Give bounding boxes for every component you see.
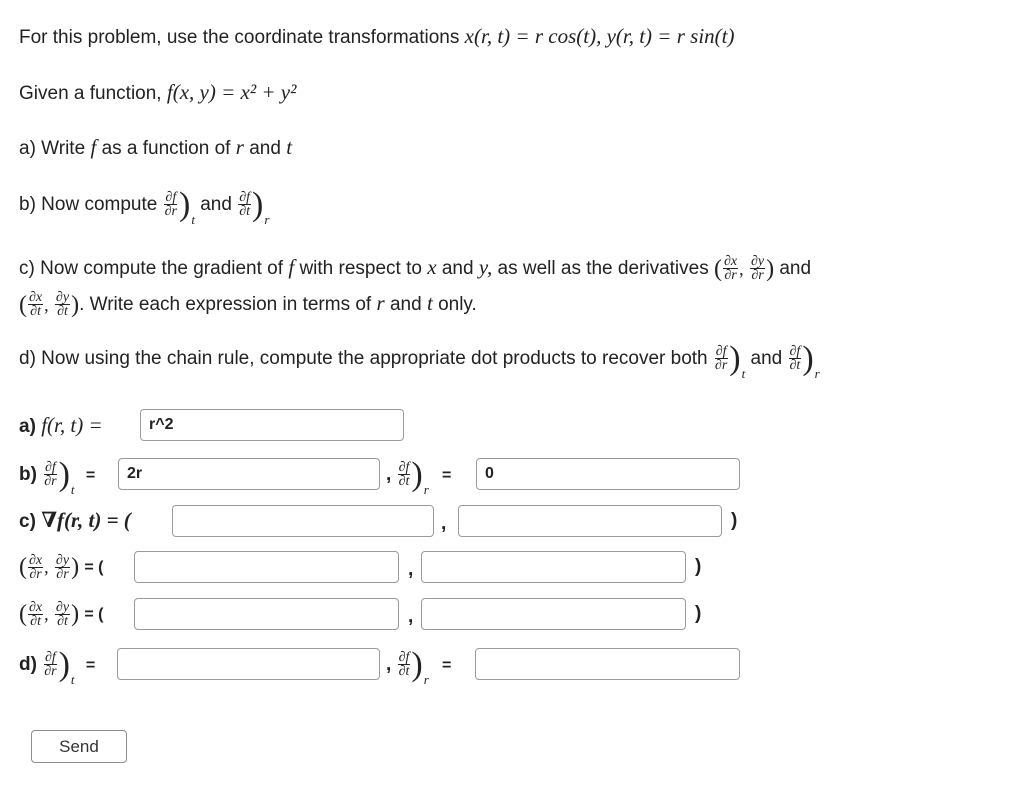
part-c-y: y, (478, 255, 493, 279)
a-label: a) (19, 416, 36, 437)
df-dr-frac-d: $\frac{\partial f}{\partial r}$ (714, 344, 728, 374)
sub-r: r (814, 366, 820, 381)
dx-dr-frac: $\frac{\partial x}{\partial r}$ (724, 254, 738, 284)
intro-math: x(r, t) = r cos(t), y(r, t) = r sin(t) (464, 24, 735, 48)
part-a-and: and (249, 138, 281, 159)
part-b-text (19, 185, 270, 227)
close-paren: ) (731, 510, 738, 531)
intro-line (19, 24, 734, 50)
d-label: d) (19, 654, 37, 675)
part-c-x: x (427, 255, 437, 279)
answer-b-dt-label: , $\frac{\partial f}{\partial t}$ )$_r$ = (386, 455, 452, 497)
part-c-and1: and (441, 258, 474, 279)
part-d-and: and (750, 348, 783, 369)
send-button[interactable]: Send (31, 730, 127, 763)
part-c-text2: . Write each expression in terms of (79, 294, 372, 315)
dr-vector-label: ( $\frac{\partial x}{\partial r}$ , $\frac{\partial y}{\partial r}$ ) = ( (19, 552, 104, 582)
df-dt-frac: $\frac{\partial f}{\partial t}$ (239, 190, 251, 220)
dx-dt-input[interactable] (134, 598, 399, 630)
part-a-r: r (235, 135, 244, 159)
part-a-t: t (286, 135, 293, 159)
answer-b-df-dt-input[interactable] (476, 458, 740, 490)
a-math: f(r, t) = (41, 413, 103, 437)
part-c-line1: c) Now compute the gradient of f with respect to x and y, as well as the derivatives ( $\frac{\partial x}{\partial r}$ , $\frac{\partial y}{\partial r}$ ) and (19, 254, 812, 284)
comma: , (408, 559, 414, 580)
b-df-dt: $\frac{\partial f}{\partial t}$ (398, 460, 410, 490)
part-c-line2: ( $\frac{\partial x}{\partial t}$ , $\frac{\partial y}{\partial t}$ ). Write each expression in terms of r and t only. (19, 290, 477, 320)
answer-b-df-dr-input[interactable] (118, 458, 380, 490)
answer-b-label: b) $\frac{\partial f}{\partial r}$ )$_t$ = (19, 455, 96, 497)
paren: ) (252, 185, 264, 223)
dx-dr-input[interactable] (134, 551, 399, 583)
answer-c-label (19, 506, 131, 536)
answer-d-label: d) $\frac{\partial f}{\partial r}$ )$_t$ = (19, 645, 96, 687)
given-math: f(x, y) = x² + y² (166, 80, 297, 104)
answer-d-dt-label: , $\frac{\partial f}{\partial t}$ )$_r$ = (386, 645, 452, 687)
part-a-pre: a) Write (19, 138, 86, 159)
intro-text: For this problem, use the coordinate transformations (19, 27, 460, 48)
sub-r: r (264, 212, 270, 227)
part-c-only: only. (438, 294, 477, 315)
given-text: Given a function, (19, 83, 162, 104)
part-d-text (19, 339, 820, 381)
part-c-f: f (288, 255, 295, 279)
dy-dt-input[interactable] (421, 598, 686, 630)
close-paren: ) (695, 603, 702, 624)
part-c-t: t (426, 291, 433, 315)
c-grad: ∇f(r, t) = ( (41, 508, 131, 532)
part-c-r: r (376, 291, 385, 315)
paren: ) (729, 339, 741, 377)
sub-t: t (741, 366, 746, 381)
part-c-and2: and (779, 258, 812, 279)
part-b-pre: b) Now compute (19, 194, 158, 215)
given-line (19, 80, 296, 106)
answer-a-input[interactable] (140, 409, 404, 441)
eq-sign: = (85, 467, 96, 484)
dy-dr-frac: $\frac{\partial y}{\partial r}$ (750, 254, 765, 284)
part-c-and3: and (389, 294, 422, 315)
part-a-post: as a function of (101, 138, 231, 159)
sub-t: t (191, 212, 195, 227)
b-label: b) (19, 464, 37, 485)
gradient-x-input[interactable] (172, 505, 434, 537)
part-c-wrt: with respect to (299, 258, 422, 279)
paren: ) (179, 185, 191, 223)
part-c-rest: as well as the derivatives (497, 258, 709, 279)
dy-dt-frac: $\frac{\partial y}{\partial t}$ (55, 290, 70, 320)
part-a-text (19, 135, 292, 161)
c-label: c) (19, 511, 36, 532)
gradient-y-input[interactable] (458, 505, 722, 537)
answer-a-label (19, 411, 103, 441)
part-d-main: d) Now using the chain rule, compute the appropriate dot products to recover both (19, 348, 708, 369)
answer-d-df-dr-input[interactable] (117, 648, 380, 680)
part-a-f: f (90, 135, 97, 159)
paren: ) (802, 339, 814, 377)
comma: , (441, 513, 447, 534)
b-df-dr: $\frac{\partial f}{\partial r}$ (44, 460, 57, 490)
dy-dr-input[interactable] (421, 551, 686, 583)
part-b-and: and (200, 194, 232, 215)
dt-vector-label: ( $\frac{\partial x}{\partial t}$ , $\frac{\partial y}{\partial t}$ ) = ( (19, 599, 104, 629)
df-dt-frac-d: $\frac{\partial f}{\partial t}$ (789, 344, 801, 374)
answer-d-df-dt-input[interactable] (475, 648, 740, 680)
close-paren: ) (695, 556, 702, 577)
df-dr-frac: $\frac{\partial f}{\partial r}$ (164, 190, 177, 220)
part-c-text1: c) Now compute the gradient of (19, 258, 284, 279)
comma: , (408, 606, 414, 627)
dx-dt-frac: $\frac{\partial x}{\partial t}$ (29, 290, 43, 320)
